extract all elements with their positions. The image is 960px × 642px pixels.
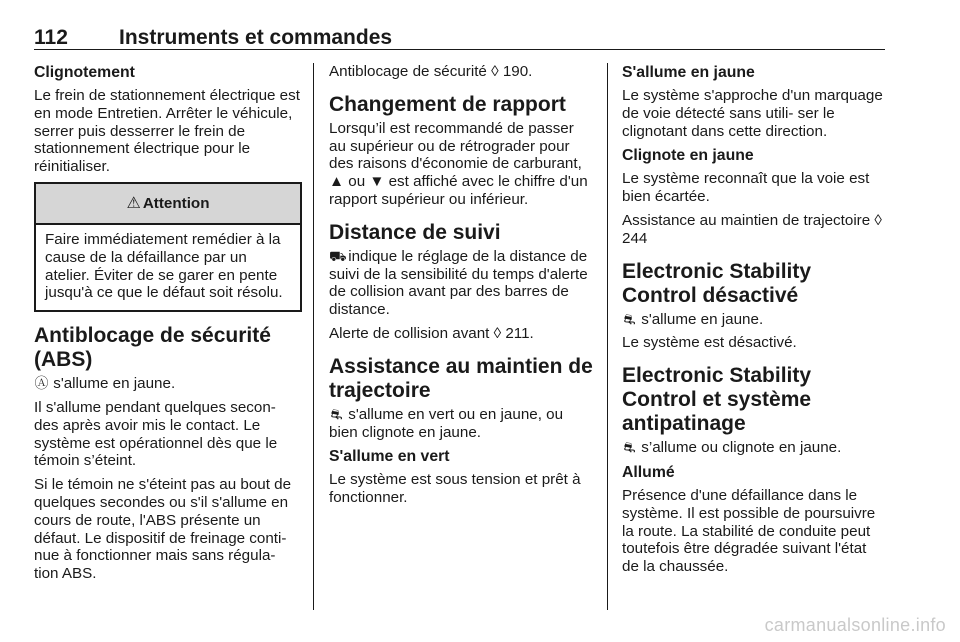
blink-title: Clignote en jaune	[622, 147, 754, 165]
esc-off-text: Le système est désactivé.	[622, 334, 797, 352]
column-divider-2	[607, 63, 608, 610]
section-title: Instruments et commandes	[119, 26, 393, 49]
gear-shift-heading: Changement de rapport	[329, 92, 566, 116]
warning-icon: ⚠	[126, 194, 141, 212]
clignotement-text: Le frein de stationnement électrique est en mode Entretien. Arrêter le véhicule, serrer puis desserrer le frein de stationnement électrique pour le réinitialiser.	[34, 87, 300, 176]
abs-reference: Antiblocage de sécurité ◊ 190.	[329, 63, 533, 80]
following-distance-heading: Distance de suivi	[329, 220, 501, 244]
column-3	[622, 63, 887, 582]
abs-paragraph-1: Il s'allume pendant quelques secon- des après avoir mis le contact. Le système est opérationnel dès que le témoin s’éteint.	[34, 398, 278, 470]
esc-tc-status: s’allume ou clignote en jaune.	[637, 439, 842, 457]
collision-alert-reference: Alerte de collision avant ◊ 211.	[329, 324, 534, 342]
column-divider-1	[313, 63, 314, 610]
esc-tc-heading: Electronic Stability Control et système antipatinage	[622, 364, 812, 436]
attention-text: Faire immédiatement remédier à la cause de la défaillance par un atelier. Éviter de se garer en pente jusqu'à ce que le défaut soit résolu.	[45, 230, 283, 302]
abs-paragraph-2: Si le témoin ne s'éteint pas au bout de quelques secondes ou s'il s'allume en cours de route, l'ABS présente un défaut. Le dispositif de freinage conti- nue à fonctionner mais sans régula- tion ABS.	[34, 476, 292, 583]
abs-heading: Antiblocage de sécurité (ABS)	[34, 324, 271, 372]
on-text: Présence d'une défaillance dans le système. Il est possible de poursuivre la route. La stabilité de conduite peut toutefois être dégradée suivant l'état de la chaussée.	[622, 486, 876, 576]
on-title: Allumé	[622, 463, 675, 481]
green-text: Le système est sous tension et prêt à fonctionner.	[329, 471, 581, 507]
esc-icon: ⛐	[623, 439, 636, 456]
lane-keep-heading: Assistance au maintien de trajectoire	[329, 354, 593, 402]
attention-header	[36, 184, 300, 225]
esc-off-icon: ⛐	[623, 310, 636, 327]
lane-keep-reference: Assistance au maintien de trajectoire ◊ 244	[622, 211, 882, 247]
abs-icon: Ⓐ	[34, 375, 49, 392]
blink-text: Le système reconnaît que la voie est bien écartée.	[622, 170, 870, 206]
following-distance-text: indique le réglage de la distance de suivi de la sensibilité du temps d'alerte de collision avant par des barres de distance.	[329, 247, 588, 319]
following-distance-icon: ⛟	[329, 247, 347, 264]
page-number: 112	[34, 26, 68, 49]
lane-keep-icon: ⛐	[330, 405, 343, 422]
page-header	[34, 26, 885, 50]
watermark: carmanualsonline.info	[764, 615, 946, 635]
yellow-title: S'allume en jaune	[622, 64, 755, 81]
gear-shift-text: Lorsqu’il est recommandé de passer au supérieur ou de rétrograder pour des raisons d'économie de carburant, ▲ ou ▼ est affiché avec le chiffre d'un rapport supérieur ou inférieur.	[329, 119, 588, 208]
attention-label: Attention	[142, 194, 210, 212]
column-2	[329, 63, 594, 513]
green-title: S'allume en vert	[329, 448, 450, 466]
header-rule	[34, 49, 885, 50]
esc-off-heading: Electronic Stability Control désactivé	[622, 259, 812, 307]
abs-status: s'allume en jaune.	[49, 375, 176, 393]
attention-box	[34, 182, 302, 312]
yellow-text: Le système s'approche d'un marquage de voie détecté sans utili- ser le clignotant dans cette direction.	[622, 87, 883, 140]
esc-off-status: s'allume en jaune.	[637, 310, 764, 328]
lane-keep-text: s'allume en vert ou en jaune, ou bien clignote en jaune.	[329, 405, 564, 441]
column-1	[34, 63, 302, 589]
clignotement-title: Clignotement	[34, 64, 135, 81]
